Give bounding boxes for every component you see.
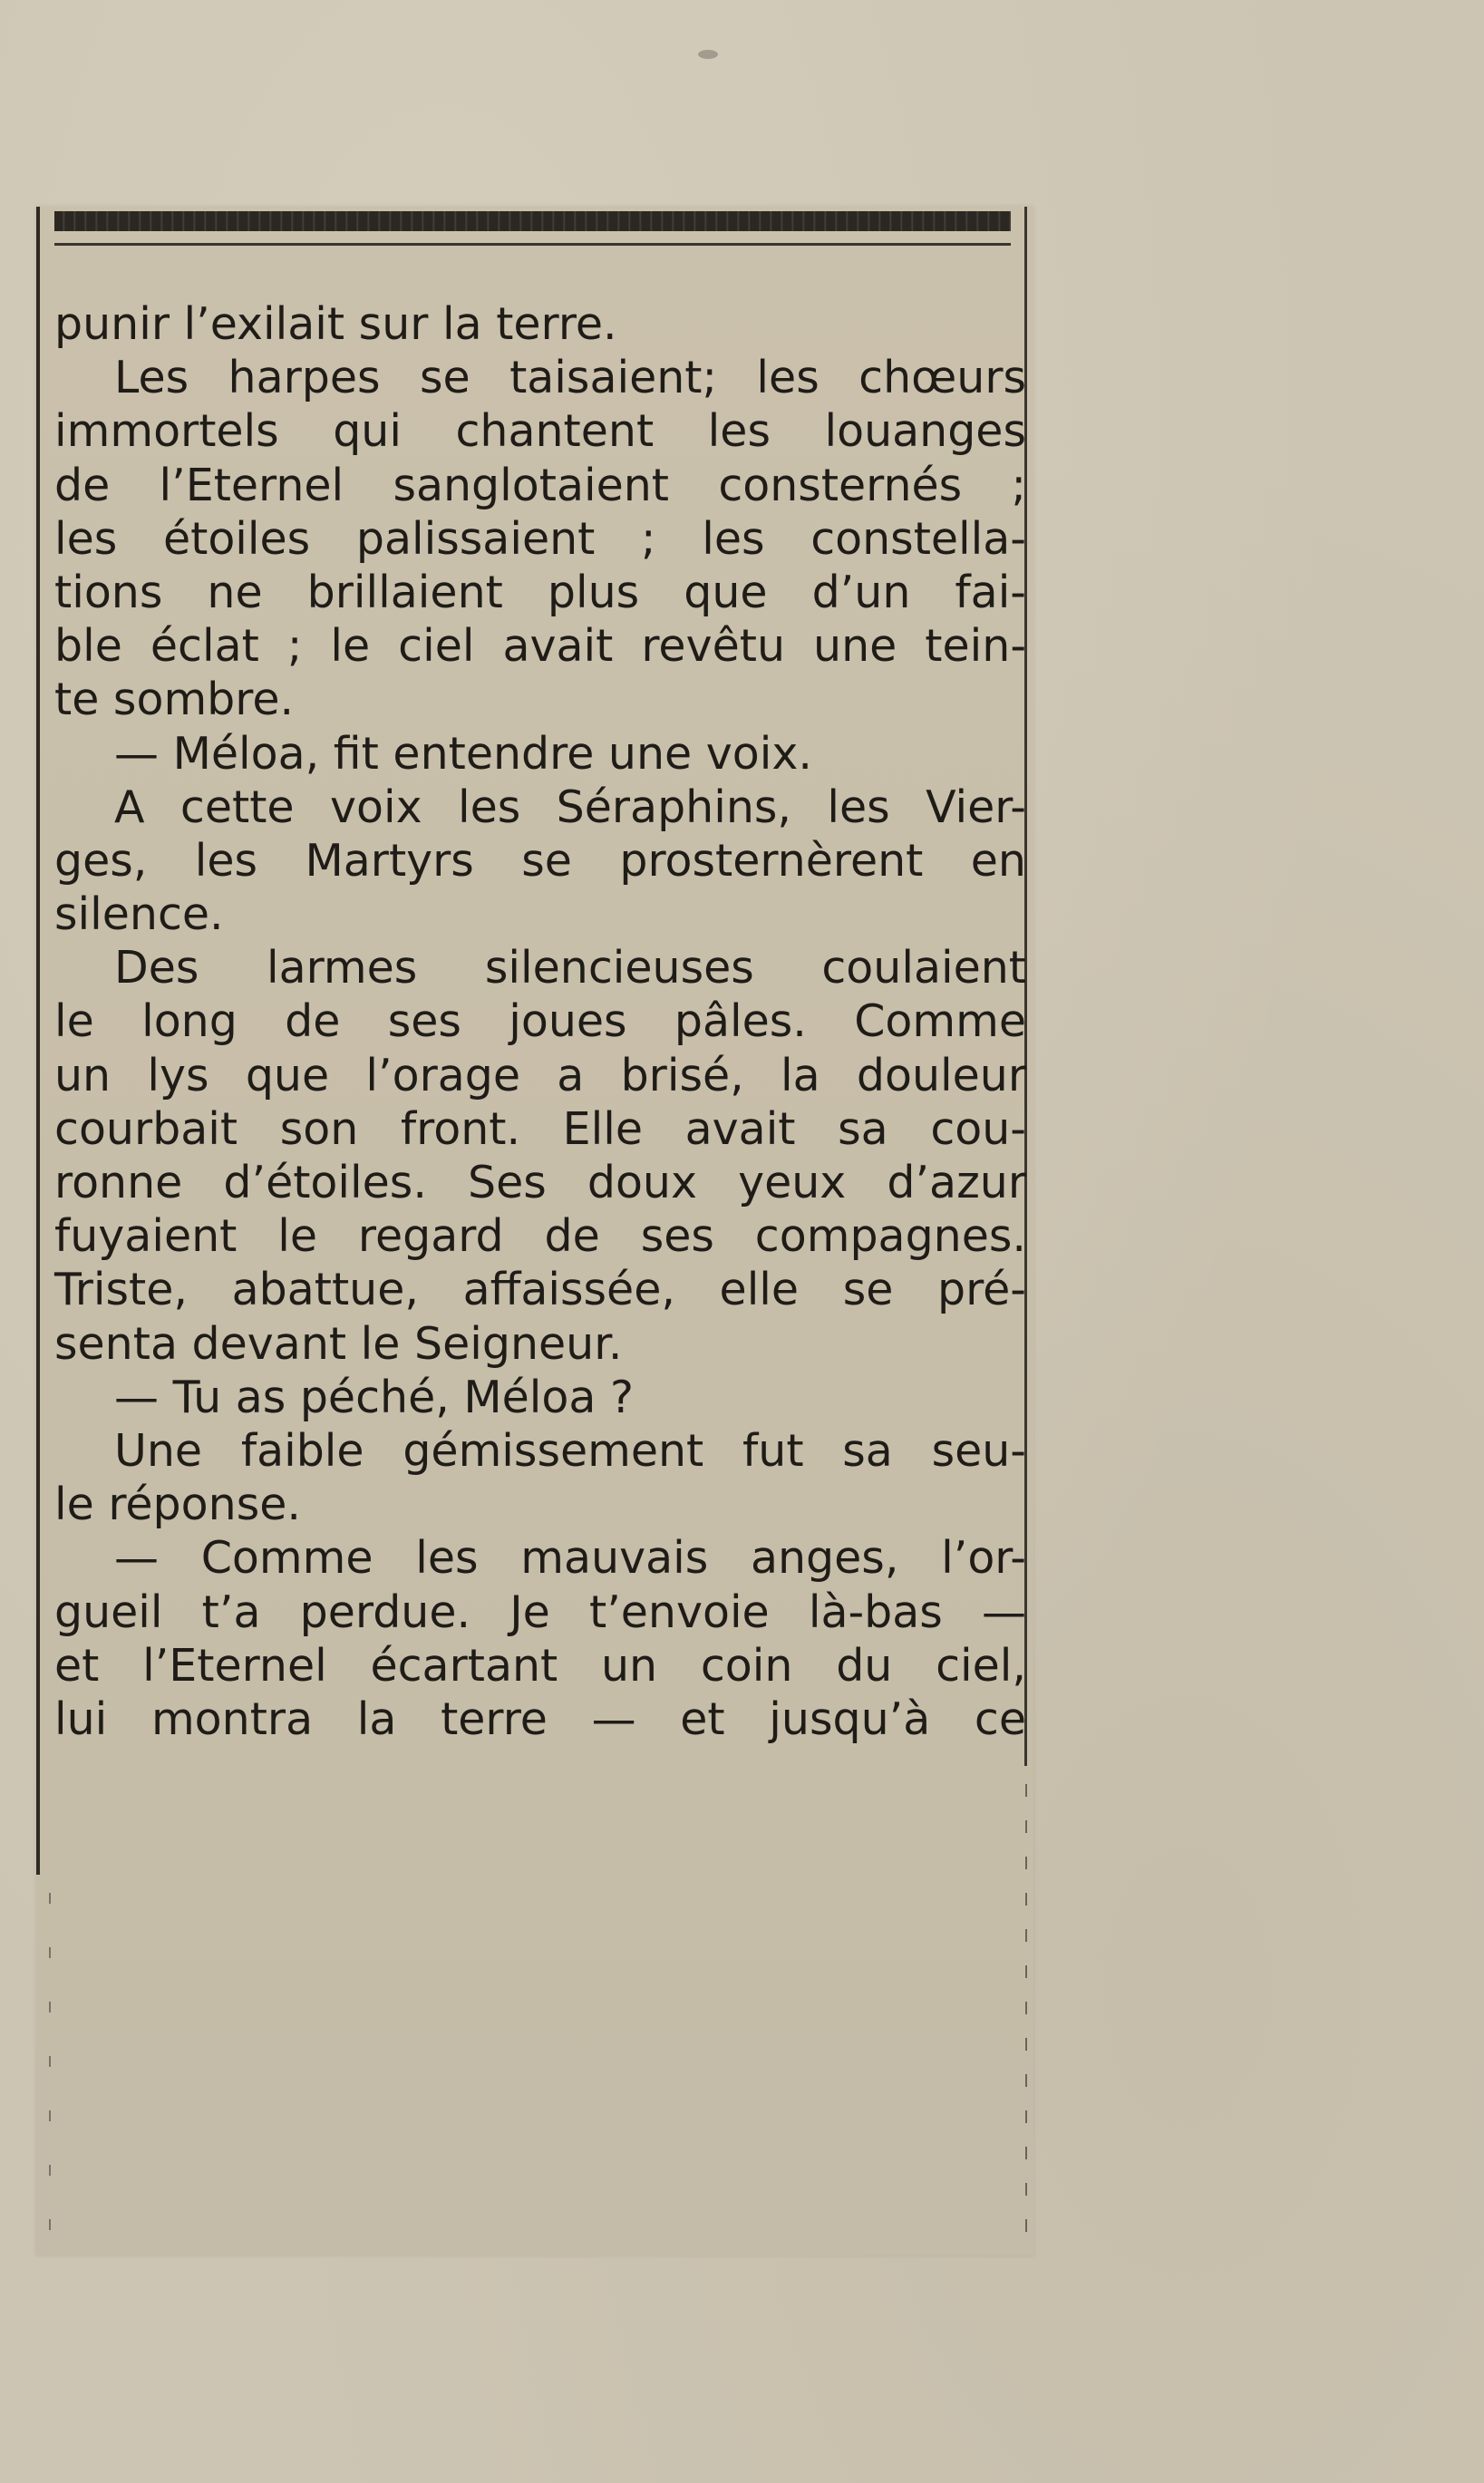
text-line: ges, les Martyrs se prosternèrent en — [54, 834, 1026, 887]
text-line: ble éclat ; le ciel avait revêtu une tein- — [54, 620, 1026, 673]
header-rule-thick — [54, 211, 1011, 231]
text-line: le réponse. — [54, 1479, 301, 1531]
text-line: les étoiles palissaient ; les constella- — [54, 512, 1026, 565]
text-line: — Tu as péché, Méloa ? — [114, 1371, 634, 1423]
text-line: immortels qui chantent les louanges — [54, 405, 1026, 458]
text-line: Une faible gémissement fut sa seu- — [114, 1424, 1026, 1477]
text-line: courbait son front. Elle avait sa cou- — [54, 1102, 1026, 1155]
text-line: Les harpes se taisaient; les chœurs — [114, 352, 1026, 404]
header-rule-thin — [54, 243, 1011, 246]
newspaper-clipping — [36, 207, 1033, 2255]
text-line: senta devant le Seigneur. — [54, 1317, 623, 1370]
text-line: A cette voix les Séraphins, les Vier- — [114, 781, 1026, 833]
ink-stain — [698, 50, 718, 59]
text-line: un lys que l’orage a brisé, la douleur — [54, 1049, 1026, 1101]
text-line: ronne d’étoiles. Ses doux yeux d’azur — [54, 1157, 1026, 1208]
article-text — [54, 297, 1026, 1746]
text-line: lui montra la terre — et jusqu’à ce — [54, 1693, 1026, 1745]
column-border-right-dashed — [1025, 1784, 1027, 2255]
text-line: gueil t’a perdue. Je t’envoie là-bas — — [54, 1586, 1026, 1638]
text-line: te sombre. — [54, 674, 295, 726]
column-border-left-dashed — [49, 1893, 51, 2237]
text-line: le long de ses joues pâles. Comme — [54, 995, 1026, 1048]
text-line: et l’Eternel écartant un coin du ciel, — [54, 1639, 1026, 1692]
text-line: de l’Eternel sanglotaient consternés ; — [54, 459, 1026, 511]
text-line: Triste, abattue, affaissée, elle se pré- — [54, 1264, 1026, 1316]
text-line: punir l’exilait sur la terre. — [54, 298, 617, 350]
text-line: — Méloa, fit entendre une voix. — [114, 727, 812, 780]
text-line: fuyaient le regard de ses compagnes. — [54, 1210, 1026, 1263]
text-line: Des larmes silencieuses coulaient — [114, 942, 1026, 994]
text-line: silence. — [54, 888, 224, 941]
text-line: — Comme les mauvais anges, l’or- — [114, 1532, 1026, 1585]
column-border-left — [36, 207, 40, 1875]
text-line: tions ne brillaient plus que d’un fai- — [54, 566, 1026, 618]
